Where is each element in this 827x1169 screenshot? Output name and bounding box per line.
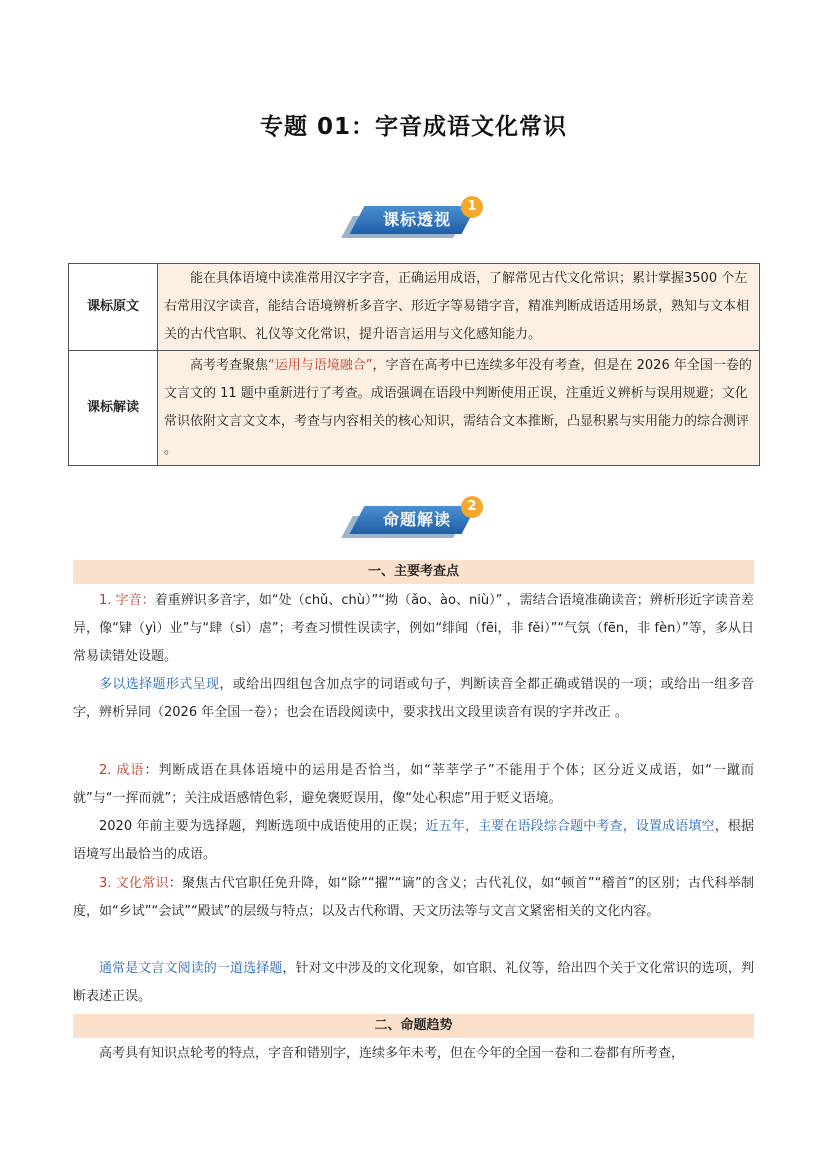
text-segment: ，针对文中涉及的文化现象，如官职、礼仪等，给出四个关于文化常识的选项，判断表述正误。 (73, 961, 754, 1004)
badge-label: 命题解读 (382, 510, 451, 529)
row-text (158, 351, 760, 466)
text-segment: ：判断成语在具体语境中的运用是否恰当，如“莘莘学子”不能用于个体；区分近义成语，如“一蹴而就”与“一挥而就”；关注成语感情色彩，避免褒贬误用，像“处心积虑”用于贬义语境。 (73, 763, 754, 806)
paragraph-culture-format (73, 955, 754, 1011)
row-text: 能在具体语境中读准常用汉字字音，正确运用成语，了解常见古代文化常识；累计掌握3500 个左右常用汉字读音，能结合语境辨析多音字、形近字等易错字音，精准判断成语适用场景，熟知与文本相关的古代官职、礼仪等文化常识，提升语言运用与文化感知能力。 (158, 264, 760, 351)
table-row (69, 264, 760, 351)
badge-number-icon: 1 (461, 196, 483, 218)
curriculum-table (68, 263, 760, 466)
section-heading-main-points: 一、主要考查点 (73, 560, 754, 584)
section-badge-interpretation (347, 499, 477, 544)
item-label: 3. 文化常识 (99, 876, 169, 891)
text-segment: ：聚焦古代官职任免升降，如“除”“擢”“谪”的含义；古代礼仪，如“顿首”“稽首”的区别；古代科举制度，如“乡试”“会试”“殿试”的层级与特点；以及古代称谓、天文历法等与文言文紧密相关的文化内容。 (73, 876, 754, 919)
table-row (69, 351, 760, 466)
item-label: 2. 成语 (99, 763, 145, 778)
highlight-text: 多以选择题形式呈现 (99, 677, 220, 692)
highlight-text: 近五年，主要在语段综合题中考查，设置成语填空 (425, 819, 715, 834)
text-segment: 高考考查聚焦 (190, 358, 269, 373)
text-segment: ，或给出四组包含加点字的词语或句子，判断读音全都正确或错误的一项；或给出一组多音字，辨析异同（2026 年全国一卷）；也会在语段阅读中，要求找出文段里读音有误的字并改正 。 (73, 677, 754, 720)
paragraph-idioms-format (73, 813, 754, 869)
row-label: 课标原文 (69, 264, 158, 351)
paragraph-idioms (73, 757, 754, 813)
item-label: 1. 字音： (99, 593, 155, 608)
section-badge-curriculum (347, 199, 477, 244)
highlight-text: 通常是文言文阅读的一道选择题 (99, 961, 283, 976)
text-segment: ，字音在高考中已连续多年没有考查，但是在 2026 年全国一卷的文言文的 11 题中重新进行了考查。成语强调在语段中判断使用正误，注重近义辨析与误用规避；文化常识依附文言文文本，考查与内容相关的核心知识，需结合文本推断，凸显积累与实用能力的综合测评 。 (164, 358, 752, 457)
paragraph-pronunciation-format (73, 671, 754, 727)
paragraph-trends: 高考具有知识点轮考的特点，字音和错别字，连续多年未考，但在今年的全国一卷和二卷都有所考查， (99, 1046, 685, 1061)
highlight-text: “运用与语境融合” (268, 358, 373, 373)
section-heading-trends: 二、命题趋势 (73, 1014, 754, 1038)
badge-number-icon: 2 (461, 496, 483, 518)
text-segment: 着重辨识多音字，如“处（chǔ、chù）”“拗（ǎo、ào、niù）” ，需结合语境准确读音；辨析形近字读音差异，像“肄（yì）业”与“肆（sì）虐”；考查习惯性误读字，例如“绯闻（fēi，非 fěi）”“气氛（fēn，非 fèn）”等，多从日常易读错处设题。 (73, 593, 754, 664)
row-label: 课标解读 (69, 351, 158, 466)
paragraph-pronunciation (73, 587, 754, 671)
text-segment: ，根据语境写出最恰当的成语。 (73, 819, 754, 862)
badge-label: 课标透视 (382, 210, 451, 229)
paragraph-culture (73, 870, 754, 926)
page-title: 专题 01：字音成语文化常识 (259, 114, 567, 140)
text-segment: 2020 年前主要为选择题，判断选项中成语使用的正误； (99, 819, 426, 834)
